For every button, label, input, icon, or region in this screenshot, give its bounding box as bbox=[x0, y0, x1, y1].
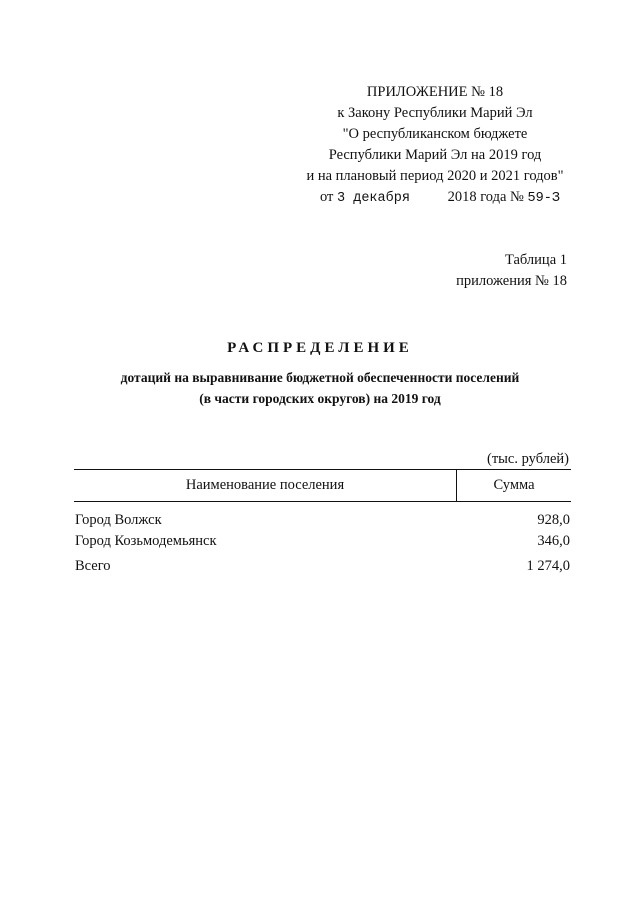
row-name: Город Козьмодемьянск bbox=[75, 533, 217, 549]
appendix-law-title-2: Республики Марий Эл на 2019 год bbox=[328, 147, 542, 163]
law-number: 59-З bbox=[527, 191, 560, 206]
table-appendix-ref: приложения № 18 bbox=[456, 273, 567, 289]
appendix-header bbox=[290, 82, 580, 209]
appendix-date-line bbox=[290, 187, 580, 209]
date-prefix: от bbox=[320, 189, 334, 205]
date-day-month: 3 декабря bbox=[337, 191, 410, 206]
heading-title: РАСПРЕДЕЛЕНИЕ bbox=[227, 340, 413, 356]
date-year: 2018 года № bbox=[447, 189, 524, 205]
total-sum: 1 274,0 bbox=[526, 558, 570, 574]
table-header bbox=[74, 469, 571, 502]
heading-subtitle-1: дотаций на выравнивание бюджетной обеспеченности поселений bbox=[120, 370, 520, 385]
distribution-table bbox=[74, 469, 571, 577]
table-total-row bbox=[74, 556, 571, 577]
table-row bbox=[74, 510, 571, 531]
column-header-name: Наименование поселения bbox=[74, 470, 457, 501]
appendix-law-title-1: "О республиканском бюджете bbox=[342, 126, 528, 142]
table-number: Таблица 1 bbox=[504, 252, 567, 268]
total-label: Всего bbox=[75, 558, 111, 574]
table-body bbox=[74, 510, 571, 577]
column-header-sum: Сумма bbox=[493, 477, 535, 493]
row-name: Город Волжск bbox=[75, 512, 162, 528]
table-row bbox=[74, 531, 571, 552]
appendix-law-ref: к Закону Республики Марий Эл bbox=[337, 105, 533, 121]
heading-subtitle-2: (в части городских округов) на 2019 год bbox=[199, 391, 441, 406]
appendix-number: ПРИЛОЖЕНИЕ № 18 bbox=[366, 84, 504, 100]
appendix-law-title-3: и на плановый период 2020 и 2021 годов" bbox=[306, 168, 564, 184]
row-sum: 928,0 bbox=[537, 512, 570, 528]
table-reference bbox=[456, 250, 567, 292]
row-sum: 346,0 bbox=[537, 533, 570, 549]
document-heading bbox=[60, 340, 580, 409]
units-label: (тыс. рублей) bbox=[487, 451, 569, 467]
